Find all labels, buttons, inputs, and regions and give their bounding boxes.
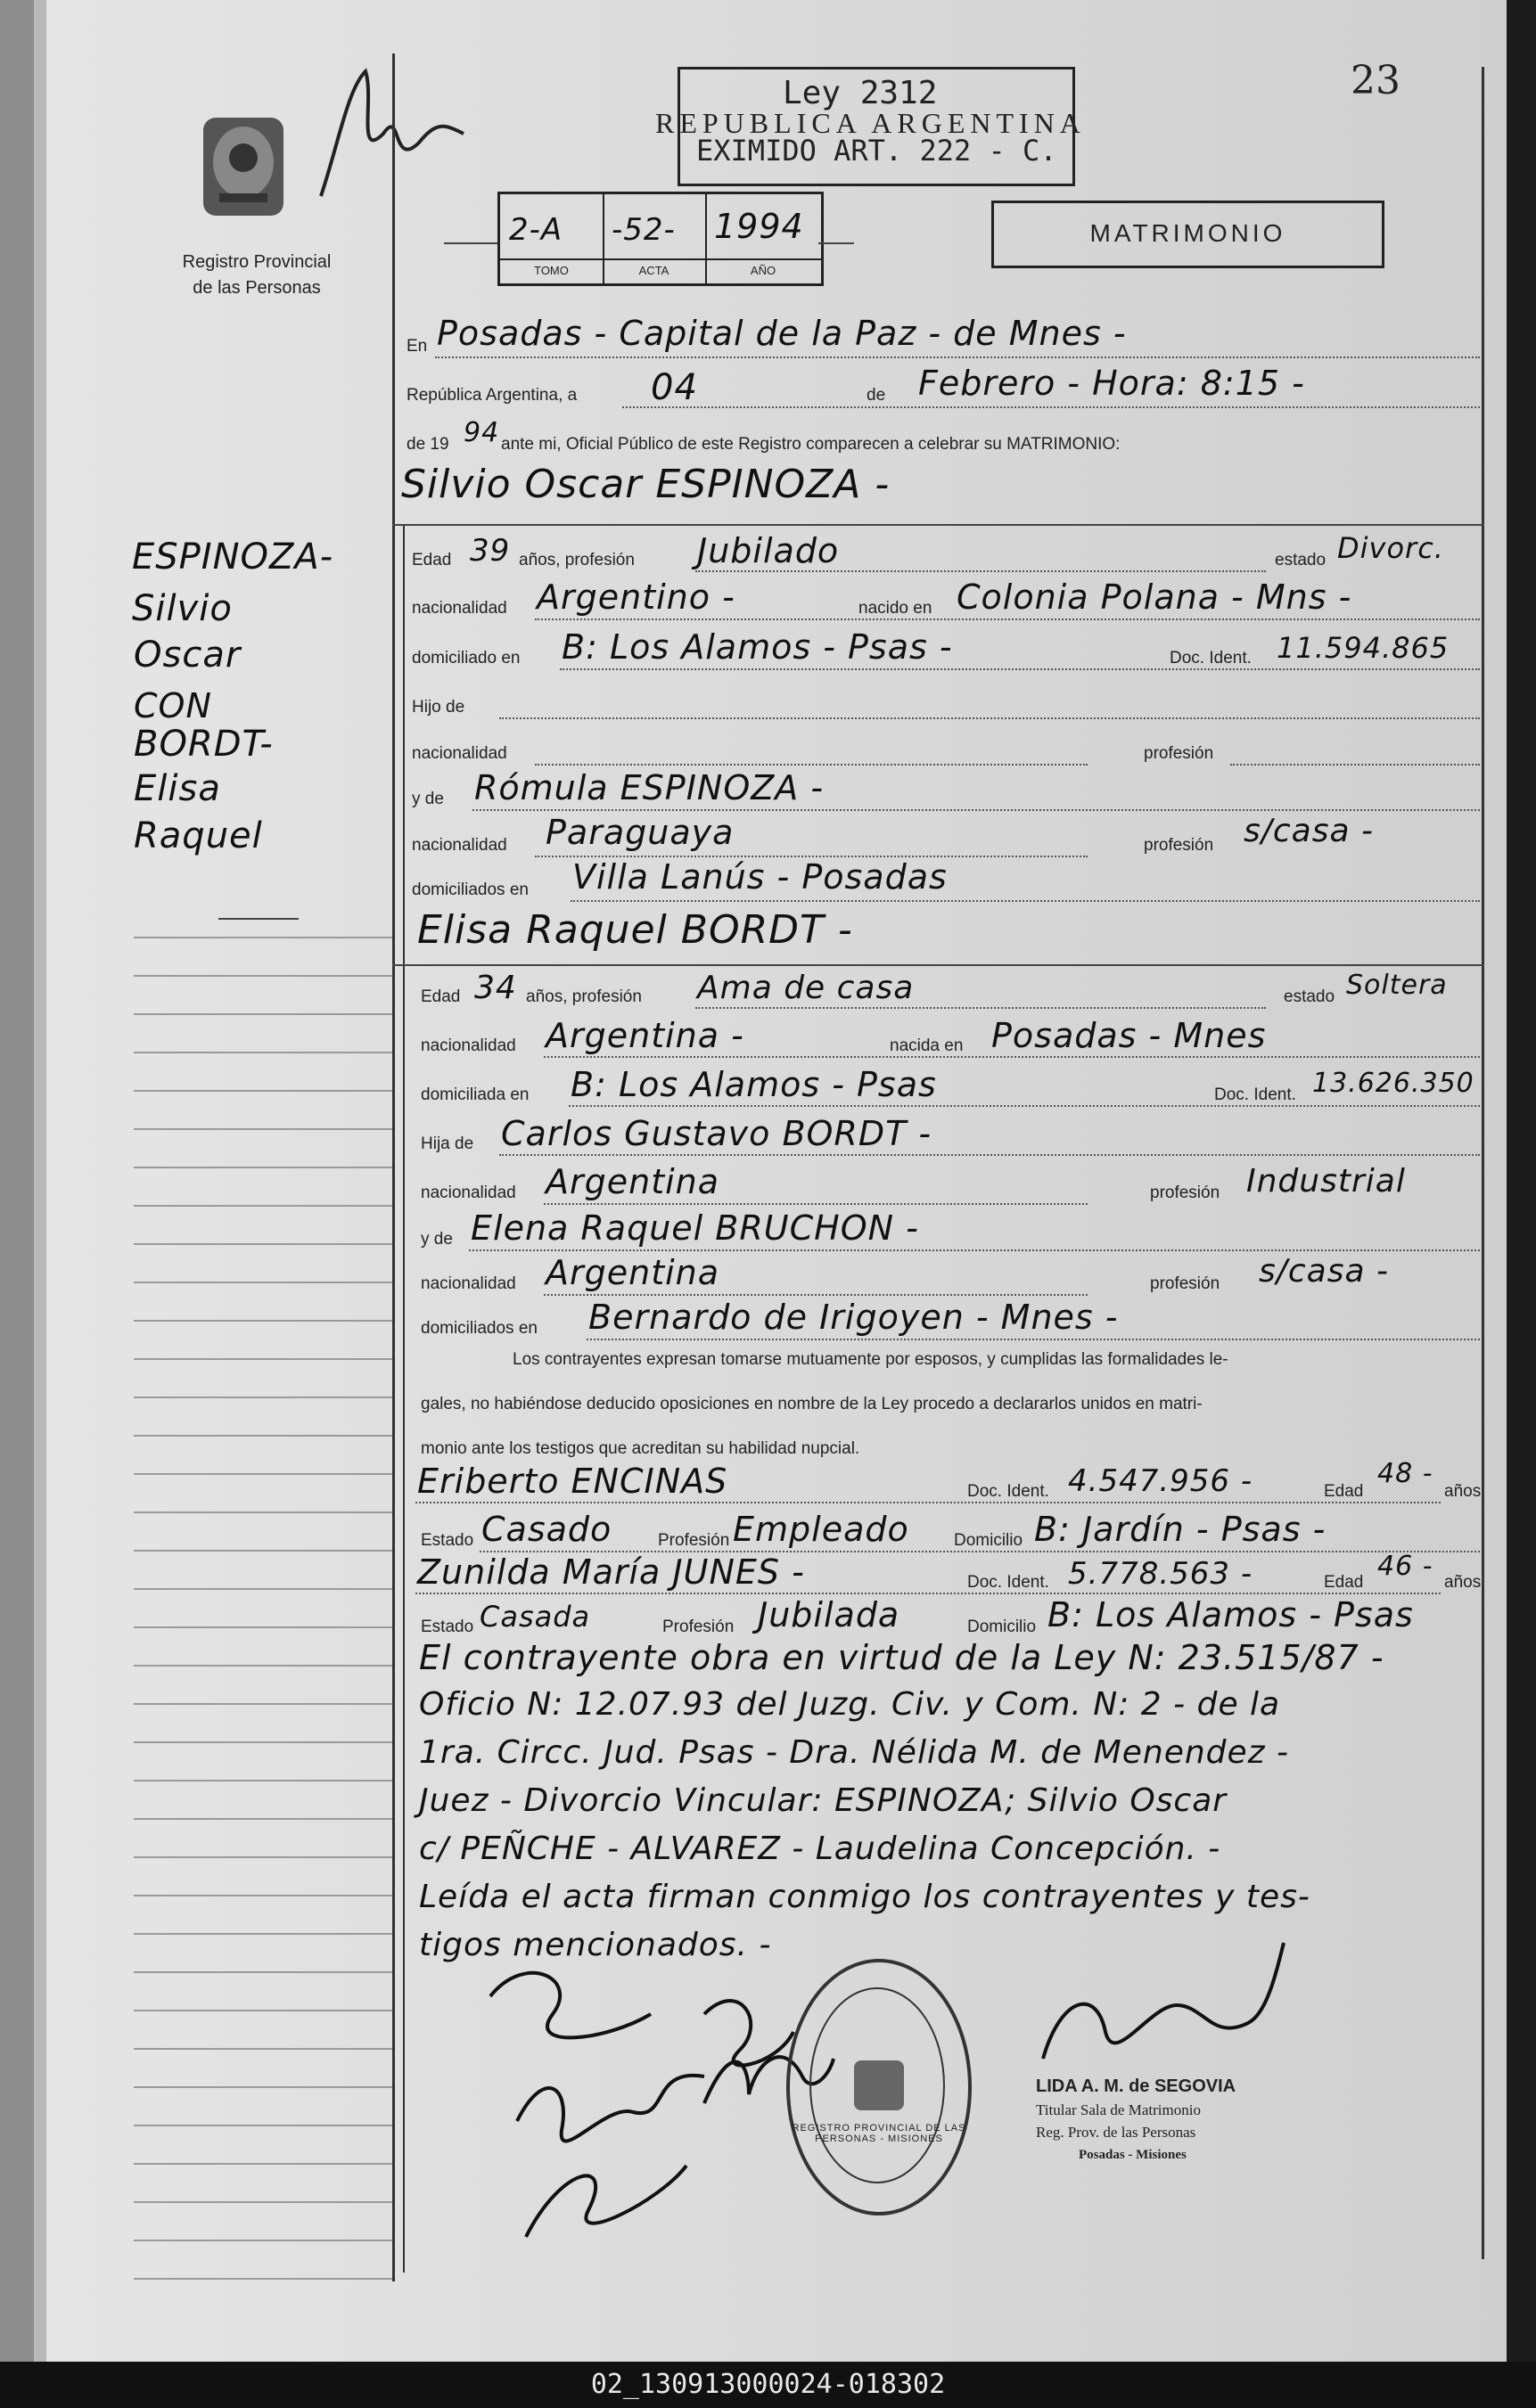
witness1-estado-label: Estado — [421, 1531, 474, 1550]
formal-text-1: Los contrayentes expresan tomarse mutuamente por esposos, y cumplidas las formalidades le- — [513, 1350, 1228, 1369]
bride-prof-madre: s/casa - — [1259, 1253, 1389, 1290]
bride-prof-padre: Industrial — [1246, 1163, 1406, 1200]
stamp-line2: EXIMIDO ART. 222 - C. — [696, 134, 1057, 168]
record-acta: -52- — [612, 212, 676, 248]
binding-edge — [0, 0, 34, 2362]
witness2-domicilio: B: Los Alamos - Psas — [1047, 1595, 1414, 1634]
margin-name-5: BORDT- — [134, 724, 274, 765]
bride-nac-line — [544, 1056, 1480, 1058]
witness1-profesion-label: Profesión — [658, 1531, 730, 1550]
note-line-3: 1ra. Circc. Jud. Psas - Dra. Nélida M. de Menendez - — [419, 1734, 1290, 1771]
witness1-edad: 48 - — [1377, 1458, 1433, 1489]
bride-nacida-label: nacida en — [890, 1036, 964, 1055]
groom-dom-padres: Villa Lanús - Posadas — [572, 857, 948, 897]
groom-hijo-label: Hijo de — [412, 698, 465, 717]
witness2-edad: 46 - — [1377, 1551, 1433, 1582]
margin-name-2: Silvio — [132, 588, 233, 629]
main-border-left — [392, 53, 395, 2281]
witness2-line — [415, 1593, 1441, 1594]
day-value: 04 — [651, 367, 698, 408]
witness2-anos: años — [1444, 1573, 1482, 1592]
bride-nacida: Posadas - Mnes — [991, 1016, 1267, 1055]
note-line-6: Leída el acta firman conmigo los contrayentes y tes- — [419, 1879, 1310, 1915]
bride-nac-madre-label: nacionalidad — [421, 1274, 516, 1293]
country-title: REPUBLICA ARGENTINA — [655, 107, 1086, 139]
year-suffix: 94 — [464, 417, 500, 448]
formal-text-2: gales, no habiéndose deducido oposiciones en nombre de la Ley procedo a declararlos unidos en matri- — [421, 1395, 1203, 1413]
binding-shadow — [34, 0, 46, 2362]
bride-doc: 13.626.350 — [1312, 1068, 1474, 1099]
seal-emblem-icon — [854, 2060, 904, 2110]
groom-nacionalidad: Argentino - — [537, 577, 735, 617]
bride-padre-line — [499, 1154, 1480, 1156]
witness1-line — [415, 1502, 1441, 1503]
groom-madre: Rómula ESPINOZA - — [474, 768, 825, 807]
official-title: Titular Sala de Matrimonio — [1036, 2101, 1201, 2118]
groom-edad: 39 — [470, 533, 511, 569]
margin-end-dash — [218, 918, 299, 920]
acta-label: ACTA — [638, 264, 669, 277]
note-line-2: Oficio N: 12.07.93 del Juzg. Civ. y Com. N: 2 - de la — [419, 1686, 1281, 1723]
bride-anos-profesion: años, profesión — [526, 987, 642, 1006]
inner-border-left — [403, 526, 405, 2273]
witness2-name: Zunilda María JUNES - — [417, 1552, 805, 1592]
witness1-name: Eriberto ENCINAS — [417, 1462, 728, 1501]
groom-domicilio: B: Los Alamos - Psas - — [562, 627, 953, 667]
bride-padre: Carlos Gustavo BORDT - — [501, 1114, 932, 1153]
witness1-domicilio: B: Jardín - Psas - — [1034, 1510, 1327, 1549]
groom-padre-line — [499, 717, 1480, 719]
registry-line1: Registro Provincial — [182, 252, 332, 272]
bride-dom-padres: Bernardo de Irigoyen - Mnes - — [588, 1298, 1119, 1337]
intro-text: ante mi, Oficial Público de este Registro comparecen a celebrar su MATRIMONIO: — [501, 435, 1121, 454]
witness2-doc: 5.778.563 - — [1068, 1556, 1253, 1592]
bride-yde-label: y de — [421, 1230, 453, 1249]
groom-doc-label: Doc. Ident. — [1170, 649, 1252, 668]
bride-prof-padre-label: profesión — [1150, 1184, 1220, 1202]
official-name: LIDA A. M. de SEGOVIA — [1036, 2076, 1236, 2096]
record-line-left — [444, 242, 497, 244]
margin-name-3: Oscar — [134, 635, 242, 676]
witness1-edad-label: Edad — [1324, 1482, 1364, 1501]
doc-type: MATRIMONIO — [1089, 219, 1286, 247]
note-line-1: El contrayente obra en virtud de la Ley N: 23.515/87 - — [419, 1638, 1384, 1677]
groom-anos-profesion: años, profesión — [519, 551, 635, 569]
bride-domicilio-label: domiciliada en — [421, 1085, 530, 1104]
stamp-line1: Ley 2312 — [783, 75, 938, 111]
bride-name-rule — [392, 964, 1484, 966]
groom-yde-label: y de — [412, 790, 444, 808]
margin-name-4: CON — [134, 686, 212, 725]
record-tomo: 2-A — [509, 212, 563, 248]
coat-of-arms-icon — [194, 109, 292, 225]
groom-nac-padre-line — [535, 764, 1088, 766]
witness2-estado: Casada — [480, 1600, 591, 1634]
bride-edad-label: Edad — [421, 987, 461, 1006]
bride-nacionalidad-label: nacionalidad — [421, 1036, 516, 1055]
witness2-profesion-label: Profesión — [662, 1618, 735, 1636]
margin-name-6: Elisa — [134, 768, 221, 809]
registry-line2: de las Personas — [193, 278, 321, 298]
witness2-doc-label: Doc. Ident. — [967, 1573, 1049, 1592]
groom-nac-padre-label: nacionalidad — [412, 744, 507, 763]
bride-estado: Soltera — [1346, 970, 1448, 1001]
witness1-estado: Casado — [481, 1510, 612, 1549]
groom-nac-line — [535, 618, 1480, 620]
witness2-edad-label: Edad — [1324, 1573, 1364, 1592]
groom-nac-madre-label: nacionalidad — [412, 836, 507, 855]
record-number-box — [497, 192, 824, 286]
bride-nac-padre-label: nacionalidad — [421, 1184, 516, 1202]
scan-id: 02_130913000024-018302 — [590, 2369, 946, 2400]
groom-edad-label: Edad — [412, 551, 452, 569]
bride-madre-line — [469, 1249, 1480, 1251]
doc-type-box — [991, 201, 1384, 268]
main-border-right — [1482, 67, 1484, 2259]
place-line — [435, 356, 1480, 358]
ano-label: AÑO — [750, 264, 776, 277]
witness1-domicilio-label: Domicilio — [954, 1531, 1023, 1550]
en-label: En — [407, 337, 428, 356]
bride-profesion: Ama de casa — [697, 970, 915, 1006]
margin-ruled-lines — [134, 900, 392, 2290]
note-line-4: Juez - Divorcio Vincular: ESPINOZA; Silvio Oscar — [419, 1782, 1228, 1819]
margin-name-1: ESPINOZA- — [132, 536, 334, 577]
groom-name-rule — [392, 524, 1484, 526]
record-ano: 1994 — [714, 207, 804, 246]
note-line-5: c/ PEÑCHE - ALVAREZ - Laudelina Concepción. - — [419, 1831, 1221, 1867]
margin-name-7: Raquel — [134, 815, 263, 856]
groom-nacido: Colonia Polana - Mns - — [957, 577, 1352, 617]
witness1-profesion: Empleado — [733, 1510, 909, 1549]
groom-dom-padres-line — [571, 900, 1480, 902]
groom-name: Silvio Oscar ESPINOZA - — [401, 462, 891, 507]
bride-hija-label: Hija de — [421, 1134, 474, 1153]
bride-doc-label: Doc. Ident. — [1214, 1085, 1296, 1104]
bride-name: Elisa Raquel BORDT - — [417, 907, 853, 953]
groom-madre-line — [472, 809, 1480, 811]
date-line — [622, 406, 1480, 408]
year-prefix: de 19 — [407, 435, 449, 454]
groom-prof-padre-label: profesión — [1144, 744, 1214, 763]
bride-nacionalidad: Argentina - — [546, 1016, 744, 1055]
bride-domicilio: B: Los Alamos - Psas — [571, 1065, 937, 1104]
bride-nac-madre-line — [544, 1294, 1088, 1296]
groom-prof-madre-label: profesión — [1144, 836, 1214, 855]
groom-domicilio-label: domiciliado en — [412, 649, 521, 668]
groom-doc: 11.594.865 — [1277, 631, 1450, 665]
groom-profesion: Jubilado — [697, 531, 840, 570]
bride-dom-padres-label: domiciliados en — [421, 1319, 538, 1338]
bride-nac-madre: Argentina — [546, 1253, 720, 1292]
witness1-doc: 4.547.956 - — [1068, 1463, 1253, 1499]
groom-profesion-line — [695, 570, 1266, 572]
witness2-profesion: Jubilada — [758, 1595, 900, 1634]
place-value: Posadas - Capital de la Paz - de Mnes - — [437, 314, 1127, 353]
groom-dom-padres-label: domiciliados en — [412, 880, 529, 899]
note-line-7: tigos mencionados. - — [419, 1927, 772, 1963]
groom-nac-madre: Paraguaya — [546, 813, 735, 852]
witness1-doc-label: Doc. Ident. — [967, 1482, 1049, 1501]
bride-dom-padres-line — [587, 1339, 1480, 1340]
witness2-estado-label: Estado — [421, 1618, 474, 1636]
bride-nac-padre: Argentina — [546, 1162, 720, 1201]
scan-footer — [0, 2362, 1536, 2408]
groom-nacido-label: nacido en — [858, 599, 932, 618]
page-number: 23 — [1351, 58, 1400, 103]
groom-estado: Divorc. — [1337, 531, 1444, 565]
record-divider-h — [500, 258, 821, 260]
groom-prof-madre: s/casa - — [1244, 813, 1374, 849]
groom-prof-padre-line — [1230, 764, 1480, 766]
bride-dom-line — [569, 1105, 1480, 1107]
bride-estado-label: estado — [1284, 987, 1335, 1006]
bride-profesion-line — [695, 1007, 1266, 1009]
de-label: de — [867, 386, 886, 405]
republic-label: República Argentina, a — [407, 386, 578, 405]
bride-edad: 34 — [474, 970, 517, 1006]
seal-text: REGISTRO PROVINCIAL DE LAS PERSONAS - MISIONES — [792, 2123, 966, 2144]
witness2-domicilio-label: Domicilio — [967, 1618, 1037, 1636]
record-line-right — [818, 242, 854, 244]
bride-madre: Elena Raquel BRUCHON - — [471, 1208, 919, 1248]
groom-nacionalidad-label: nacionalidad — [412, 599, 507, 618]
bride-nac-padre-line — [544, 1203, 1088, 1205]
official-city: Posadas - Misiones — [1079, 2148, 1187, 2162]
groom-estado-label: estado — [1275, 551, 1327, 569]
official-seal — [786, 1959, 972, 2216]
formal-text-3: monio ante los testigos que acreditan su habilidad nupcial. — [421, 1439, 860, 1458]
groom-dom-line — [560, 668, 1480, 670]
official-org: Reg. Prov. de las Personas — [1036, 2124, 1196, 2141]
official-signature — [1025, 1925, 1293, 2094]
witness1-anos: años — [1444, 1482, 1482, 1501]
tomo-label: TOMO — [534, 264, 569, 277]
month-value: Febrero - Hora: 8:15 - — [918, 364, 1305, 403]
bride-prof-madre-label: profesión — [1150, 1274, 1220, 1293]
